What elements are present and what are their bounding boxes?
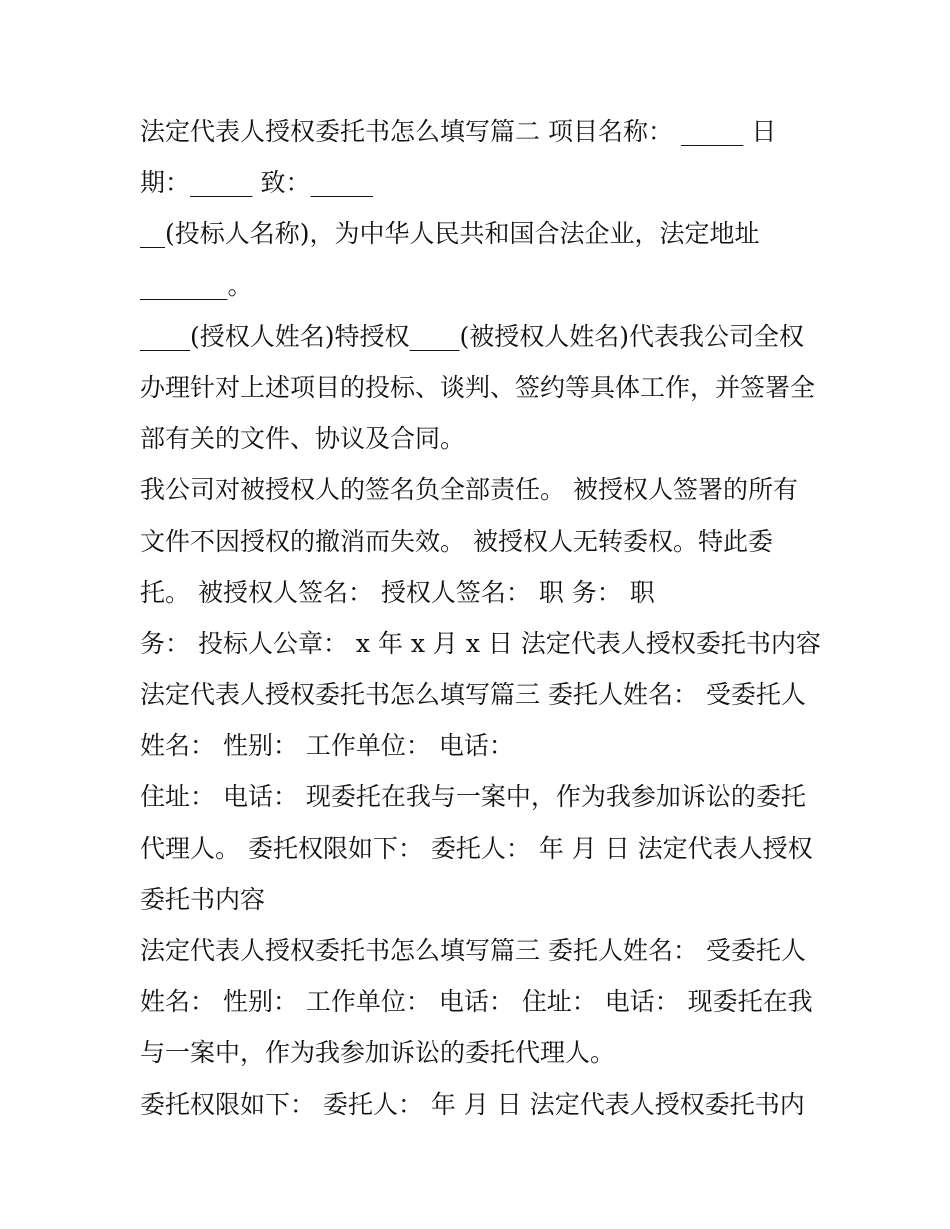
text-line: 我公司对被授权人的签名负全部责任。 被授权人签署的所有 bbox=[140, 475, 798, 505]
text-line: 文件不因授权的撤消而失效。 被授权人无转委权。特此委 bbox=[140, 526, 773, 556]
text-line: 姓名： 性别： 工作单位： 电话： bbox=[140, 731, 514, 761]
text-line: 姓名： 性别： 工作单位： 电话： 住址： 电话： 现委托在我 bbox=[140, 987, 813, 1017]
text-line: 委托书内容 bbox=[140, 884, 266, 914]
text-line: 住址： 电话： 现委托在我与一案中，作为我参加诉讼的委托 bbox=[140, 782, 806, 812]
text-line: 托。 被授权人签名： 授权人签名： 职 务： 职 bbox=[140, 577, 655, 607]
text-line: 办理针对上述项目的投标、谈判、签约等具体工作，并签署全 bbox=[140, 372, 816, 402]
text-line: 与一案中，作为我参加诉讼的委托代理人。 bbox=[140, 1038, 616, 1068]
text-line: 部有关的文件、协议及合同。 bbox=[140, 424, 466, 454]
text-line: 务： 投标人公章： x 年 x 月 x 日 法定代表人授权委托书内容 bbox=[140, 628, 821, 658]
text-line: __(投标人名称)，为中华人民共和国合法企业，法定地址 bbox=[140, 219, 760, 249]
text-line: 委托权限如下： 委托人： 年 月 日 法定代表人授权委托书内 bbox=[140, 1089, 805, 1119]
text-line: 代理人。 委托权限如下： 委托人： 年 月 日 法定代表人授权 bbox=[140, 833, 813, 863]
text-line: 期：_____ 致：_____ bbox=[140, 168, 373, 198]
text-line: 法定代表人授权委托书怎么填写篇三 委托人姓名： 受委托人 bbox=[140, 936, 806, 965]
text-line: 法定代表人授权委托书怎么填写篇三 委托人姓名： 受委托人 bbox=[140, 680, 806, 710]
text-line: _______。 bbox=[140, 270, 253, 300]
text-line: 法定代表人授权委托书怎么填写篇二 项目名称： _____ 日 bbox=[140, 117, 777, 146]
text-line: ____(授权人姓名)特授权____(被授权人姓名)代表我公司全权 bbox=[140, 321, 805, 351]
document-body bbox=[140, 106, 830, 1130]
